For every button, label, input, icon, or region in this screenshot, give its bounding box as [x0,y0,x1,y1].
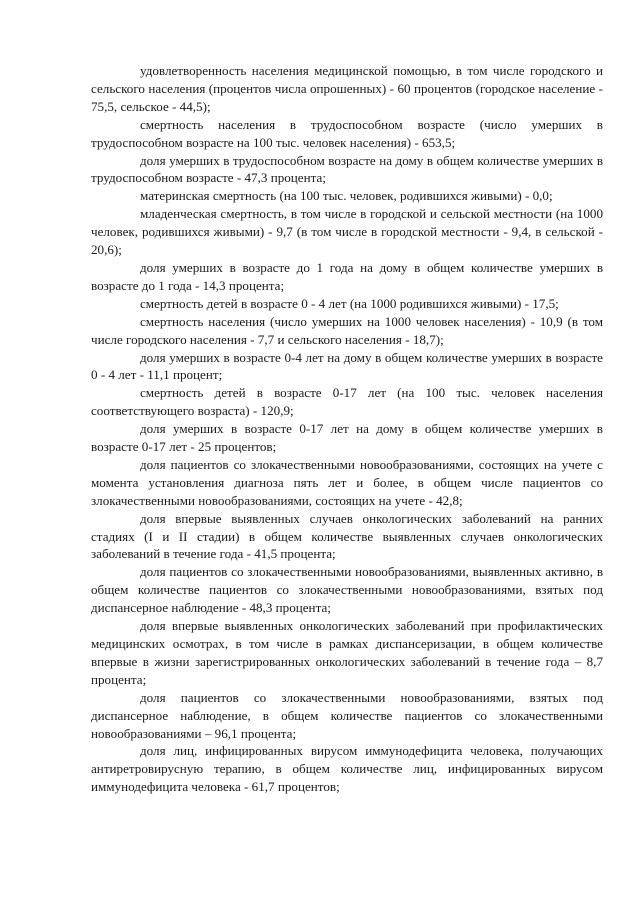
indicator-oncology-checkups: доля впервые выявленных онкологических заболеваний при профилактических медицинских осмотрах, в том числе в рамках диспансеризации, в общем количестве впервые в жизни зарегистрированных онкологических заболеваний в течение года – 8,7 процента; [91,618,603,687]
indicator-oncology-active-detection: доля пациентов со злокачественными новообразованиями, выявленных активно, в общем количестве пациентов со злокачественными новообразованиями, взятых под диспансерное наблюдение - 48,3 процента; [91,564,603,616]
document-page [91,62,603,796]
indicator-oncology-dispensary: доля пациентов со злокачественными новообразованиями, взятых под диспансерное наблюдение, в общем количестве пациентов со злокачественными новообразованиями – 96,1 процента; [91,689,603,741]
indicator-oncology-early-stage: доля впервые выявленных случаев онкологических заболеваний на ранних стадиях (I и II стадии) в общем количестве выявленных случаев онкологических заболеваний в течение года - 41,5 процента; [91,510,603,562]
indicator-infant-home-deaths: доля умерших в возрасте до 1 года на дому в общем количестве умерших в возрасте до 1 года - 14,3 процента; [91,259,603,293]
indicator-home-deaths-0-4: доля умерших в возрасте 0-4 лет на дому в общем количестве умерших в возрасте 0 - 4 лет - 11,1 процент; [91,349,603,383]
indicator-child-mortality-0-17: смертность детей в возрасте 0-17 лет (на 100 тыс. человек населения соответствующего возраста) - 120,9; [91,385,603,419]
indicator-working-age-mortality: смертность населения в трудоспособном возрасте (число умерших в трудоспособном возрасте на 100 тыс. человек населения) - 653,5; [91,116,603,150]
indicator-satisfaction: удовлетворенность населения медицинской помощью, в том числе городского и сельского населения (процентов числа опрошенных) - 60 процентов (городское население - 75,5, сельское - 44,5); [91,63,603,114]
indicator-hiv-therapy: доля лиц, инфицированных вирусом иммунодефицита человека, получающих антиретровирусную терапию, в общем количестве лиц, инфицированных вирусом иммунодефицита человека - 61,7 процентов; [91,743,603,795]
indicator-working-age-home-deaths: доля умерших в трудоспособном возрасте на дому в общем количестве умерших в трудоспособном возрасте - 47,3 процента; [91,152,603,186]
indicator-oncology-five-year: доля пациентов со злокачественными новообразованиями, состоящих на учете с момента установления диагноза пять лет и более, в общем числе пациентов со злокачественными новообразованиями, состоящих на учете - 42,8; [91,456,603,508]
indicator-infant-mortality: младенческая смертность, в том числе в городской и сельской местности (на 1000 человек, родившихся живыми) - 9,7 (в том числе в городской местности - 9,4, в сельской - 20,6); [91,206,603,258]
indicator-maternal-mortality: материнская смертность (на 100 тыс. человек, родившихся живыми) - 0,0; [140,188,553,204]
indicator-home-deaths-0-17: доля умерших в возрасте 0-17 лет на дому в общем количестве умерших в возрасте 0-17 лет - 25 процентов; [91,421,603,455]
indicator-child-mortality-0-4: смертность детей в возрасте 0 - 4 лет (на 1000 родившихся живыми) - 17,5; [140,295,559,311]
indicator-population-mortality: смертность населения (число умерших на 1000 человек населения) - 10,9 (в том числе городского населения - 7,7 и сельского населения - 18,7); [91,313,603,347]
